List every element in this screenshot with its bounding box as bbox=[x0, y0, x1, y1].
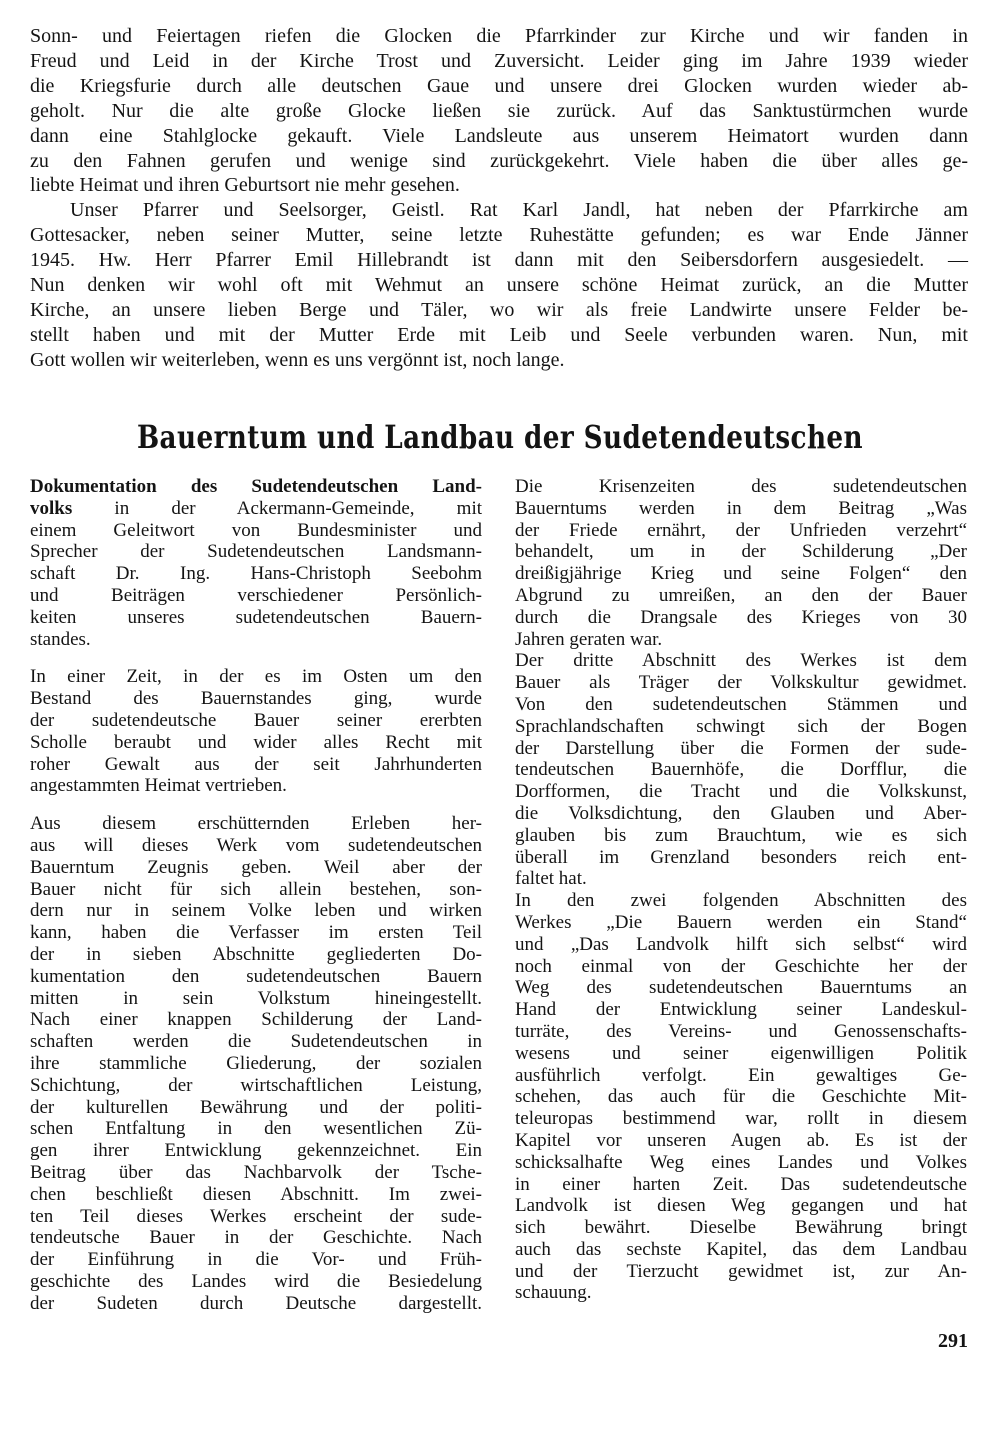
text-line: einem Geleitwort von Bundesminister und bbox=[30, 519, 482, 541]
article-right-column bbox=[515, 476, 967, 1304]
text-line: Beitrag über das Nachbarvolk der Tsche- bbox=[30, 1161, 482, 1183]
text-line: schehen, das auch für die Geschichte Mit- bbox=[515, 1086, 967, 1108]
text-line: zu den Fahnen gerufen und wenige sind zurückgekehrt. Viele haben die über alles ge- bbox=[30, 149, 968, 172]
line-text: in der Ackermann-Gemeinde, mit bbox=[72, 497, 482, 519]
paragraph bbox=[515, 890, 967, 1304]
text-line: der in sieben Abschnitte gegliederten Do- bbox=[30, 943, 482, 965]
text-line: Scholle beraubt und wider alles Recht mit bbox=[30, 731, 482, 753]
text-line: Nun denken wir wohl oft mit Wehmut an unsere schöne Heimat zurück, an die Mutter bbox=[30, 274, 968, 297]
paragraph bbox=[515, 650, 967, 890]
paragraph bbox=[515, 476, 967, 650]
paragraph bbox=[30, 24, 968, 198]
text-line: turräte, des Vereins- und Genossenschafts- bbox=[515, 1020, 967, 1042]
text-line: Gottesacker, neben seiner Mutter, seine letzte Ruhestätte gefunden; es war Ende Jänner bbox=[30, 224, 968, 247]
text-line: die Volksdichtung, den Glauben und Aber- bbox=[515, 802, 967, 824]
text-line: angestammten Heimat vertrieben. bbox=[30, 775, 287, 797]
text-line: kumentation den sudetendeutschen Bauern bbox=[30, 965, 482, 987]
text-line: auch das sechste Kapitel, das dem Landbau bbox=[515, 1238, 967, 1260]
text-line: Kapitel vor unseren Augen ab. Es ist der bbox=[515, 1129, 967, 1151]
text-line: Weg des sudetendeutschen Bauerntums an bbox=[515, 977, 967, 999]
text-line: Freud und Leid in der Kirche Trost und Zuversicht. Leider ging im Jahre 1939 wieder bbox=[30, 49, 968, 72]
text-line: der Einführung in die Vor- und Früh- bbox=[30, 1249, 482, 1271]
text-line: schaft Dr. Ing. Hans-Christoph Seebohm bbox=[30, 563, 482, 585]
text-line: ausführlich verfolgt. Ein gewaltiges Ge- bbox=[515, 1064, 967, 1086]
page-number: 291 bbox=[938, 1330, 968, 1352]
text-line: Schichtung, der wirtschaftlichen Leistung, bbox=[30, 1074, 482, 1096]
text-line: Jahren geraten war. bbox=[515, 628, 663, 650]
text-line: Nach einer knappen Schilderung der Land- bbox=[30, 1009, 482, 1031]
text-line: Von den sudetendeutschen Stämmen und bbox=[515, 693, 967, 715]
text-line: In einer Zeit, in der es im Osten um den bbox=[30, 666, 482, 688]
text-line: teleuropas bestimmend war, rollt in diesem bbox=[515, 1108, 967, 1130]
text-line: Sprachlandschaften schwingt sich der Bogen bbox=[515, 715, 967, 737]
text-line: überall im Grenzland besonders reich ent- bbox=[515, 846, 967, 868]
article-title: Bauerntum und Landbau der Sudetendeutschen bbox=[136, 418, 864, 456]
text-line: gen ihrer Entwicklung gekennzeichnet. Ein bbox=[30, 1140, 482, 1162]
text-line: Bauer als Träger der Volkskultur gewidmet. bbox=[515, 672, 967, 694]
text-line: stellt haben und mit der Mutter Erde mit Leib und Seele verbunden waren. Nun, mit bbox=[30, 323, 968, 346]
text-line: aus will dieses Werk vom sudetendeutschen bbox=[30, 834, 482, 856]
text-line: behandelt, um in der Schilderung „Der bbox=[515, 541, 967, 563]
text-line: in einer harten Zeit. Das sudetendeutsche bbox=[515, 1173, 967, 1195]
text-line: Bauer nicht für sich allein bestehen, son- bbox=[30, 878, 482, 900]
text-line bbox=[30, 498, 482, 520]
text-line: Aus diesem erschütternden Erleben her- bbox=[30, 813, 482, 835]
text-line: dern nur in seinem Volke leben und wirken bbox=[30, 900, 482, 922]
text-line: dann eine Stahlglocke gekauft. Viele Landsleute aus unserem Heimatort wurden dann bbox=[30, 124, 968, 147]
text-line: und „Das Landvolk hilft sich selbst“ wird bbox=[515, 933, 967, 955]
text-line: Sprecher der Sudetendeutschen Landsmann- bbox=[30, 541, 482, 563]
text-line: chen beschließt diesen Abschnitt. Im zwei- bbox=[30, 1183, 482, 1205]
text-line: noch einmal von der Geschichte her der bbox=[515, 955, 967, 977]
text-line: Werkes „Die Bauern werden ein Stand“ bbox=[515, 911, 967, 933]
continued-text-block bbox=[30, 24, 968, 373]
text-line: Unser Pfarrer und Seelsorger, Geistl. Rat Karl Jandl, hat neben der Pfarrkirche am bbox=[70, 199, 968, 222]
text-line: Dorfformen, die Tracht und die Volkskunst, bbox=[515, 781, 967, 803]
paragraph bbox=[30, 813, 482, 1314]
text-line: der Friede ernährt, der Unfrieden verzehrt“ bbox=[515, 519, 967, 541]
article-left-column bbox=[30, 476, 482, 1330]
text-line: geholt. Nur die alte große Glocke ließen sie zurück. Auf das Sanktustürmchen wurde bbox=[30, 99, 968, 122]
text-line: dreißigjährige Krieg und seine Folgen“ den bbox=[515, 563, 967, 585]
text-line: Sonn- und Feiertagen riefen die Glocken die Pfarrkinder zur Kirche und wir fanden in bbox=[30, 25, 968, 47]
text-line: tendeutschen Bauernhöfe, die Dorfflur, die bbox=[515, 759, 967, 781]
text-line: schen Entfaltung in den wesentlichen Zü- bbox=[30, 1118, 482, 1140]
text-line: der Sudeten durch Deutsche dargestellt. bbox=[30, 1292, 482, 1314]
text-line: Kirche, an unsere lieben Berge und Täler, wo wir als freie Landwirte unsere Felder be- bbox=[30, 298, 968, 321]
text-line: roher Gewalt aus der seit Jahrhunderten bbox=[30, 753, 482, 775]
text-line: Die Krisenzeiten des sudetendeutschen bbox=[515, 476, 967, 497]
text-line: schaften werden die Sudetendeutschen in bbox=[30, 1031, 482, 1053]
paragraph bbox=[30, 666, 482, 797]
text-line: 1945. Hw. Herr Pfarrer Emil Hillebrandt ist dann mit den Seibersdorfern ausgesiedelt. — bbox=[30, 249, 968, 272]
text-line: Bestand des Bauernstandes ging, wurde bbox=[30, 688, 482, 710]
text-line: keiten unseres sudetendeutschen Bauern- bbox=[30, 606, 482, 628]
text-line: faltet hat. bbox=[515, 868, 587, 890]
text-line: Der dritte Abschnitt des Werkes ist dem bbox=[515, 650, 967, 672]
text-line: tendeutsche Bauer in der Geschichte. Nach bbox=[30, 1227, 482, 1249]
text-line: liebte Heimat und ihren Geburtsort nie mehr gesehen. bbox=[30, 174, 460, 197]
text-line: schauung. bbox=[515, 1282, 592, 1304]
text-line: kann, haben die Verfasser im ersten Teil bbox=[30, 922, 482, 944]
text-line: geschichte des Landes wird die Besiedelung bbox=[30, 1270, 482, 1292]
text-line: Gott wollen wir weiterleben, wenn es uns vergönnt ist, noch lange. bbox=[30, 348, 565, 371]
text-line: wesens und seiner eigenwilligen Politik bbox=[515, 1042, 967, 1064]
text-line: und Beiträgen verschiedener Persönlich- bbox=[30, 584, 482, 606]
text-line: standes. bbox=[30, 628, 91, 650]
text-line: sich bewährt. Dieselbe Bewährung bringt bbox=[515, 1217, 967, 1239]
paragraph bbox=[30, 476, 482, 650]
text-line: die Kriegsfurie durch alle deutschen Gaue und unsere drei Glocken wurden wieder ab- bbox=[30, 74, 968, 97]
text-line: der Darstellung über die Formen der sude- bbox=[515, 737, 967, 759]
text-line: Abgrund zu umreißen, an den der Bauer bbox=[515, 584, 967, 606]
text-line: In den zwei folgenden Abschnitten des bbox=[515, 890, 967, 912]
text-line: schicksalhafte Weg eines Landes und Volkes bbox=[515, 1151, 967, 1173]
text-line: ten Teil dieses Werkes erscheint der sude- bbox=[30, 1205, 482, 1227]
text-line: durch die Drangsale des Krieges von 30 bbox=[515, 606, 967, 628]
text-line: glauben bis zum Brauchtum, wie es sich bbox=[515, 824, 967, 846]
paragraph bbox=[30, 198, 968, 372]
bold-lead-text: volks bbox=[30, 497, 73, 519]
text-line: der kulturellen Bewährung und der politi- bbox=[30, 1096, 482, 1118]
bold-lead-text: Dokumentation des Sudetendeutschen Land- bbox=[30, 476, 482, 497]
text-line: und der Tierzucht gewidmet ist, zur An- bbox=[515, 1260, 967, 1282]
text-line: ihre stammliche Gliederung, der sozialen bbox=[30, 1052, 482, 1074]
text-line: Landvolk ist diesen Weg gegangen und hat bbox=[515, 1195, 967, 1217]
text-line: der sudetendeutsche Bauer seiner ererbten bbox=[30, 709, 482, 731]
text-line: Bauerntum Zeugnis geben. Weil aber der bbox=[30, 856, 482, 878]
text-line: Hand der Entwicklung seiner Landeskul- bbox=[515, 999, 967, 1021]
text-line bbox=[30, 476, 482, 498]
text-line: Bauerntums werden in dem Beitrag „Was bbox=[515, 497, 967, 519]
text-line: mitten in sein Volkstum hineingestellt. bbox=[30, 987, 482, 1009]
